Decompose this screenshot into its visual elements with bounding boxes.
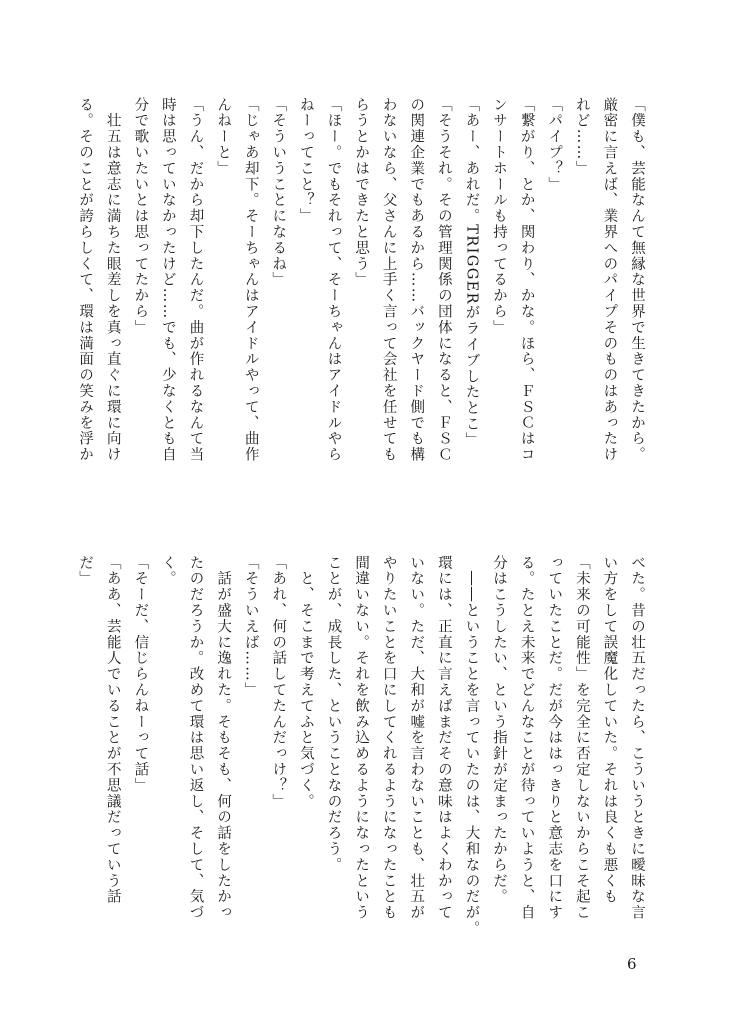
text-line: 「ああ、芸能人でいることが不思議だっていう話 <box>104 555 121 905</box>
text-line: べた。昔の壮五だったら、こういうときに曖昧な言 <box>629 555 645 921</box>
text-line: 「あー、あれだ。TRIGGERがライブしたとこ」 <box>463 97 480 449</box>
text-line: の関連企業でもあるから……バックヤード側でも構 <box>408 97 425 463</box>
text-line: やりたいことを口にしてくれるようになったことも <box>380 555 397 921</box>
text-line: 「じゃあ却下。そーちゃんはアイドルやって、曲作 <box>242 97 259 463</box>
text-line: 「未来の可能性」を完全に否定しないからこそ起こ <box>573 555 590 921</box>
text-line: っていたことだ。だが今ははっきりと意志を口にす <box>546 555 563 921</box>
text-line: い方をして誤魔化していた。それは良くも悪くも <box>601 555 618 905</box>
text-line: 分はこうしたい、という指針が定まったからだ。 <box>491 555 508 905</box>
text-line: わないなら、父さんに上手く言って会社を任せても <box>380 97 397 463</box>
text-line: たのだろうか。改めて環は思い返し、そして、気づ <box>187 555 204 921</box>
text-line: ンサートホールも持ってるから」 <box>491 97 508 336</box>
text-line: 話が盛大に逸れた。そもそも、何の話をしたかっ <box>215 555 232 921</box>
text-line: 「そういえば……」 <box>242 555 259 699</box>
lower-text-block <box>77 555 650 955</box>
text-line: く。 <box>159 555 176 587</box>
text-line: だ」 <box>77 555 94 587</box>
text-line: 「パイプ？」 <box>546 97 563 193</box>
text-line: らうとかはできたと思う」 <box>353 97 370 288</box>
text-line: る。たとえ未来でどんなことが待っていようと、自 <box>518 555 535 921</box>
text-line: 壮五は意志に満ちた眼差しを真っ直ぐに環に向け <box>104 97 121 463</box>
text-line: 「うん、だから却下したんだ。曲が作れるなんて当 <box>187 97 204 463</box>
text-line: 「ほー。でもそれって、そーちゃんはアイドルやら <box>325 97 342 463</box>
text-line: る。そのことが誇らしくて、環は満面の笑みを浮か <box>77 97 94 463</box>
text-line: いない。ただ、大和が嘘を言わないことも、壮五が <box>408 555 425 921</box>
text-line: ことが、成長した、ということなのだろう。 <box>325 555 342 873</box>
page-number: 6 <box>627 955 637 973</box>
text-line: んねーと」 <box>215 97 232 177</box>
text-line: 「あれ、何の話してたんだっけ？」 <box>270 555 287 810</box>
text-line: 「そーだ、信じらんねーって話」 <box>132 555 149 794</box>
text-line: れど……」 <box>573 97 590 177</box>
text-line: 厳密に言えば、業界へのパイプそのものはあったけ <box>601 97 618 463</box>
text-line: 「そういうことになるね」 <box>270 97 287 288</box>
text-line: ねーってこと？」 <box>297 97 314 225</box>
text-line: 分で歌いたいとは思ってたから」 <box>132 97 149 336</box>
text-line: と、そこまで考えてふと気づく。 <box>297 555 314 810</box>
text-line: 間違いない。それを飲み込めるようになったという <box>353 555 370 921</box>
upper-text-block <box>77 97 650 497</box>
text-line: 環には、正直に言えばまだその意味はよくわかって <box>435 555 452 921</box>
text-line: ――ということを言っていたのは、大和なのだが。 <box>463 555 480 937</box>
text-line: 「そうそれ。その管理関係の団体になると、ＦＳＣ <box>435 97 452 463</box>
text-line: 時は思っていなかったけど……でも、少なくとも自 <box>159 97 176 463</box>
text-line: 「繋がり、とか、関わり、かな。ほら、ＦＳＣはコ <box>518 97 535 463</box>
text-line: 「僕も、芸能なんて無縁な世界で生きてきたから。 <box>629 97 645 463</box>
